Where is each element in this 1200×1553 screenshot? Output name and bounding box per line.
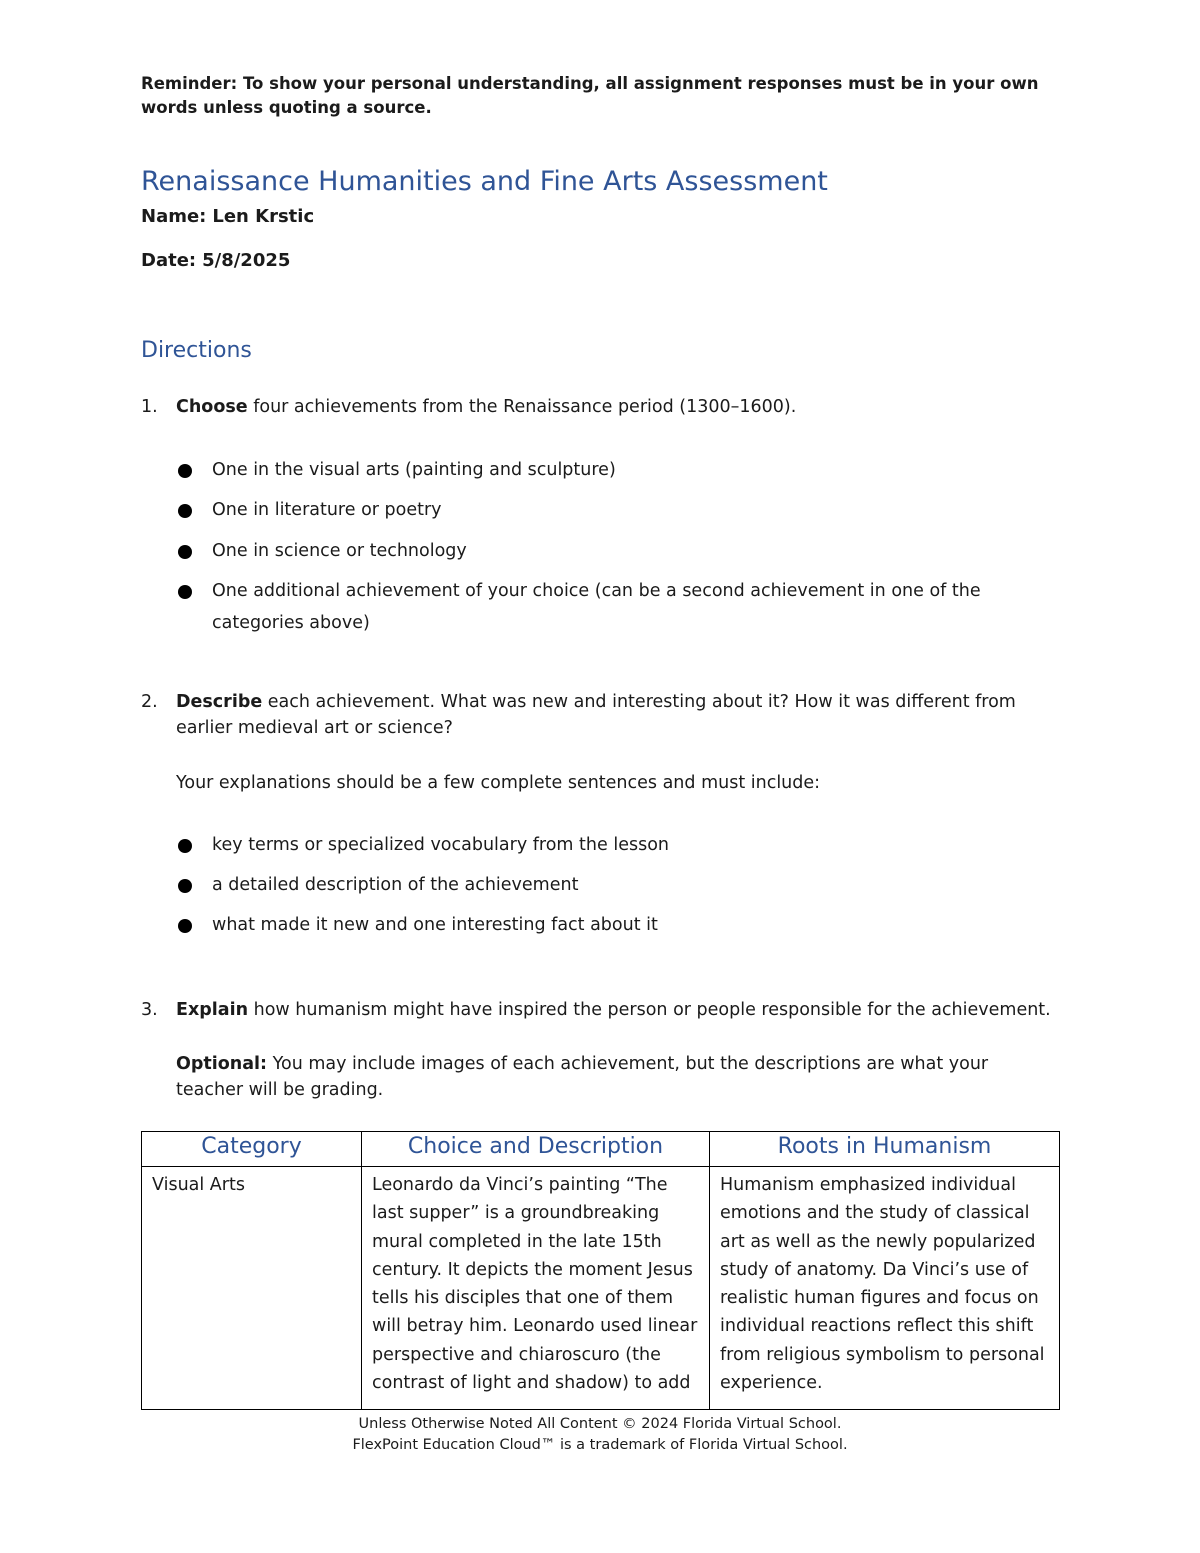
table-cell-description[interactable]: Leonardo da Vinci’s painting “The last supper” is a groundbreaking mural completed in the late 15th century. It depicts the moment Jesus tells his disciples that one of them will betray him. Leonardo used linear perspective and chiaroscuro (the contrast of light and shadow) to add <box>362 1167 710 1410</box>
step-text: how humanism might have inspired the person or people responsible for the achievement. <box>248 1000 1051 1020</box>
bullet-icon <box>178 879 192 893</box>
step-instruction <box>176 689 1056 741</box>
achievement-table <box>141 1131 1060 1410</box>
name-line <box>141 206 314 227</box>
step-subtext: Your explanations should be a few complete sentences and must include: <box>176 773 821 793</box>
bullet-icon <box>178 545 192 559</box>
footer-trademark: FlexPoint Education Cloud™ is a trademark of Florida Virtual School. <box>352 1437 848 1453</box>
page-title: Renaissance Humanities and Fine Arts Assessment <box>141 166 828 197</box>
step-keyword: Explain <box>176 1000 249 1020</box>
list-item-text: key terms or specialized vocabulary from the lesson <box>212 835 669 855</box>
column-header-category: Category <box>142 1132 362 1167</box>
step-text: each achievement. What was new and interesting about it? How it was different from earlier medieval art or science? <box>176 692 1016 738</box>
step-number: 3. <box>141 1000 158 1020</box>
step-instruction <box>176 394 1056 420</box>
name-value: Len Krstic <box>212 206 315 227</box>
optional-text: You may include images of each achievement, but the descriptions are what your teacher will be grading. <box>176 1054 989 1100</box>
bullet-icon <box>178 839 192 853</box>
directions-heading: Directions <box>141 338 252 363</box>
step-keyword: Describe <box>176 692 263 712</box>
list-item-text: One in literature or poetry <box>212 500 442 520</box>
column-header-humanism: Roots in Humanism <box>710 1132 1060 1167</box>
step-number: 1. <box>141 397 158 417</box>
date-label: Date: <box>141 250 197 271</box>
reminder-note: Reminder: To show your personal understanding, all assignment responses must be in your own words unless quoting a source. <box>141 74 1039 117</box>
step-instruction <box>176 997 1056 1023</box>
table-row <box>142 1167 1060 1410</box>
list-item-text: what made it new and one interesting fact about it <box>212 915 658 935</box>
date-value: 5/8/2025 <box>202 250 291 271</box>
optional-label: Optional: <box>176 1054 268 1074</box>
table-cell-category[interactable]: Visual Arts <box>142 1167 362 1410</box>
list-item-text: One in the visual arts (painting and sculpture) <box>212 460 616 480</box>
table-header-row <box>142 1132 1060 1167</box>
list-item-text: a detailed description of the achievement <box>212 875 579 895</box>
step-text: four achievements from the Renaissance period (1300–1600). <box>247 397 797 417</box>
optional-note <box>176 1051 1056 1103</box>
bullet-icon <box>178 504 192 518</box>
date-line <box>141 250 290 271</box>
bullet-icon <box>178 919 192 933</box>
list-item-text: One in science or technology <box>212 541 467 561</box>
table-cell-humanism[interactable]: Humanism emphasized individual emotions and the study of classical art as well as the newly popularized study of anatomy. Da Vinci’s use of realistic human figures and focus on individual reactions reflect this shift from religious symbolism to personal experience. <box>710 1167 1060 1410</box>
name-label: Name: <box>141 206 207 227</box>
footer-copyright: Unless Otherwise Noted All Content © 2024 Florida Virtual School. <box>358 1416 842 1432</box>
list-item-text: One additional achievement of your choice (can be a second achievement in one of the categories above) <box>212 581 981 633</box>
column-header-choice: Choice and Description <box>362 1132 710 1167</box>
bullet-icon <box>178 585 192 599</box>
bullet-icon <box>178 464 192 478</box>
step-number: 2. <box>141 692 158 712</box>
step-keyword: Choose <box>176 397 248 417</box>
